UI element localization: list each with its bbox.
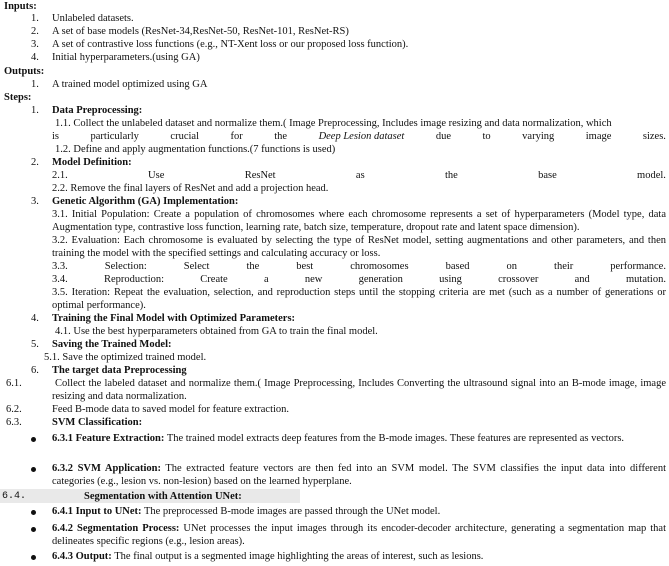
word: model. xyxy=(637,170,666,181)
bullet-item xyxy=(52,432,666,445)
word: crossover xyxy=(498,274,539,285)
bullet-text: The trained model extracts deep features from the B-mode images. These features are represented as vectors. xyxy=(166,433,625,444)
word: on xyxy=(506,261,518,272)
word: Selection: xyxy=(104,261,147,272)
input-num: 4. xyxy=(31,52,39,63)
word: sizes. xyxy=(642,131,666,142)
input-num: 1. xyxy=(31,13,39,24)
word: base xyxy=(538,170,557,181)
bullet-title: 6.4.1 Input to UNet: xyxy=(52,506,142,517)
substep-num: 6.1. xyxy=(6,378,22,389)
word: crucial xyxy=(170,131,199,142)
steps-heading: Steps: xyxy=(4,92,32,103)
word: chromosomes xyxy=(350,261,409,272)
bullet-icon xyxy=(31,527,36,532)
step-num: 5. xyxy=(31,339,39,350)
word: a xyxy=(263,274,269,285)
input-item: Unlabeled datasets. xyxy=(52,13,134,24)
step-title: Data Preprocessing: xyxy=(52,105,143,116)
step-num: 2. xyxy=(31,157,39,168)
word: the xyxy=(274,131,288,142)
word: best xyxy=(296,261,314,272)
word: is xyxy=(52,131,60,142)
bullet-text: The extracted feature vectors are then fed into an SVM model. The SVM classifies the input data into different categories (e.g., lesion vs. non-lesion) based on the learned hyperplane. xyxy=(52,463,666,487)
step-paragraph: 3.1. Initial Population: Create a population of chromosomes where each chromosome represents a set of hyperparameters (Model type, data Augmentation type, contrastive loss function, learning rate, batch size, temperature, dropout rate and latent space dimension). xyxy=(52,209,666,233)
input-item: A set of base models (ResNet-34,ResNet-50, ResNet-101, ResNet-RS) xyxy=(52,26,349,37)
bullet-item xyxy=(52,462,666,488)
word: image xyxy=(585,131,612,142)
step-title: Genetic Algorithm (GA) Implementation: xyxy=(52,196,239,207)
dataset-name: Deep Lesion dataset xyxy=(318,131,405,142)
word: their xyxy=(554,261,574,272)
word: ResNet xyxy=(244,170,276,181)
word: 2.1. xyxy=(52,170,68,181)
step-paragraph-justified xyxy=(52,169,666,182)
step-paragraph: 4.1. Use the best hyperparameters obtained from GA to train the final model. xyxy=(55,326,378,337)
word: 3.3. xyxy=(52,261,68,272)
substep-num: 6.2. xyxy=(6,404,22,415)
bullet-icon xyxy=(31,437,36,442)
bullet-item xyxy=(52,550,483,563)
word: 3.4. xyxy=(52,274,68,285)
substep-num: 6.3. xyxy=(6,417,22,428)
output-item: A trained model optimized using GA xyxy=(52,79,208,90)
step-num: 1. xyxy=(31,105,39,116)
step-num: 6. xyxy=(31,365,39,376)
step-paragraph: 1.1. Collect the unlabeled dataset and normalize them.( Image Preprocessing, Includes image resizing and data normalization, which xyxy=(55,118,612,129)
step-paragraph: 3.2. Evaluation: Each chromosome is evaluated by selecting the type of ResNet model, setting augmentations and other parameters, and then training the model with the specified settings and calculating accuracy or loss. xyxy=(52,235,666,259)
step-paragraph: 2.2. Remove the final layers of ResNet and add a projection head. xyxy=(52,183,329,194)
substep-title: SVM Classification: xyxy=(52,417,143,428)
step-paragraph: 3.5. Iteration: Repeat the evaluation, selection, and reproduction steps until the stopping criteria are met (such as a number of generations or optimal performance). xyxy=(52,287,666,311)
input-num: 3. xyxy=(31,39,39,50)
input-num: 2. xyxy=(31,26,39,37)
step-paragraph-justified xyxy=(52,130,666,143)
step-title: The target data Preprocessing xyxy=(52,365,187,376)
input-item: A set of contrastive loss functions (e.g., NT-Xent loss or our proposed loss function). xyxy=(52,39,409,50)
word: varying xyxy=(522,131,555,142)
word: particularly xyxy=(90,131,139,142)
word: using xyxy=(439,274,462,285)
word: the xyxy=(246,261,260,272)
step-paragraph: 5.1. Save the optimized trained model. xyxy=(44,352,207,363)
word: Select xyxy=(183,261,210,272)
substep-num: 6.4. xyxy=(2,491,27,502)
step-num: 3. xyxy=(31,196,39,207)
word: and xyxy=(574,274,590,285)
bullet-title: 6.4.2 Segmentation Process: xyxy=(52,523,180,534)
bullet-item xyxy=(52,522,666,548)
bullet-icon xyxy=(31,510,36,515)
word: as xyxy=(355,170,365,181)
step-title: Training the Final Model with Optimized Parameters: xyxy=(52,313,296,324)
step-title: Model Definition: xyxy=(52,157,132,168)
word: Use xyxy=(148,170,165,181)
inputs-heading: Inputs: xyxy=(4,1,37,12)
substep-paragraph: Feed B-mode data to saved model for feature extraction. xyxy=(52,404,290,415)
step-num: 4. xyxy=(31,313,39,324)
word: based xyxy=(445,261,470,272)
input-item: Initial hyperparameters.(using GA) xyxy=(52,52,200,63)
word: mutation. xyxy=(626,274,666,285)
bullet-item xyxy=(52,505,440,518)
word: generation xyxy=(358,274,403,285)
substep-title: Segmentation with Attention UNet: xyxy=(84,491,242,502)
bullet-text: The final output is a segmented image highlighting the areas of interest, such as lesions. xyxy=(114,551,484,562)
bullet-title: 6.4.3 Output: xyxy=(52,551,112,562)
step-paragraph: 1.2. Define and apply augmentation functions.(7 functions is used) xyxy=(55,144,336,155)
step-paragraph-justified xyxy=(52,273,666,286)
word: new xyxy=(304,274,323,285)
word: performance. xyxy=(610,261,666,272)
step-title: Saving the Trained Model: xyxy=(52,339,172,350)
substep-paragraph: Collect the labeled dataset and normalize them.( Image Preprocessing, Includes Converting the ultrasound signal into an B-mode image, image resizing and data normalization. xyxy=(52,378,666,402)
bullet-text: The preprocessed B-mode images are passed through the UNet model. xyxy=(143,506,441,517)
word: for xyxy=(230,131,243,142)
outputs-heading: Outputs: xyxy=(4,66,45,77)
bullet-icon xyxy=(31,467,36,472)
word: to xyxy=(482,131,491,142)
word: Reproduction: xyxy=(103,274,165,285)
word: Create xyxy=(200,274,228,285)
output-num: 1. xyxy=(31,79,39,90)
bullet-title: 6.3.1 Feature Extraction: xyxy=(52,433,165,444)
word: due xyxy=(435,131,451,142)
bullet-title: 6.3.2 SVM Application: xyxy=(52,463,161,474)
bullet-text: UNet processes the input images through its encoder-decoder architecture, generating a segmentation map that delineates specific regions (e.g., lesion areas). xyxy=(52,523,666,547)
word: the xyxy=(444,170,458,181)
bullet-icon xyxy=(31,555,36,560)
step-paragraph-justified xyxy=(52,260,666,273)
